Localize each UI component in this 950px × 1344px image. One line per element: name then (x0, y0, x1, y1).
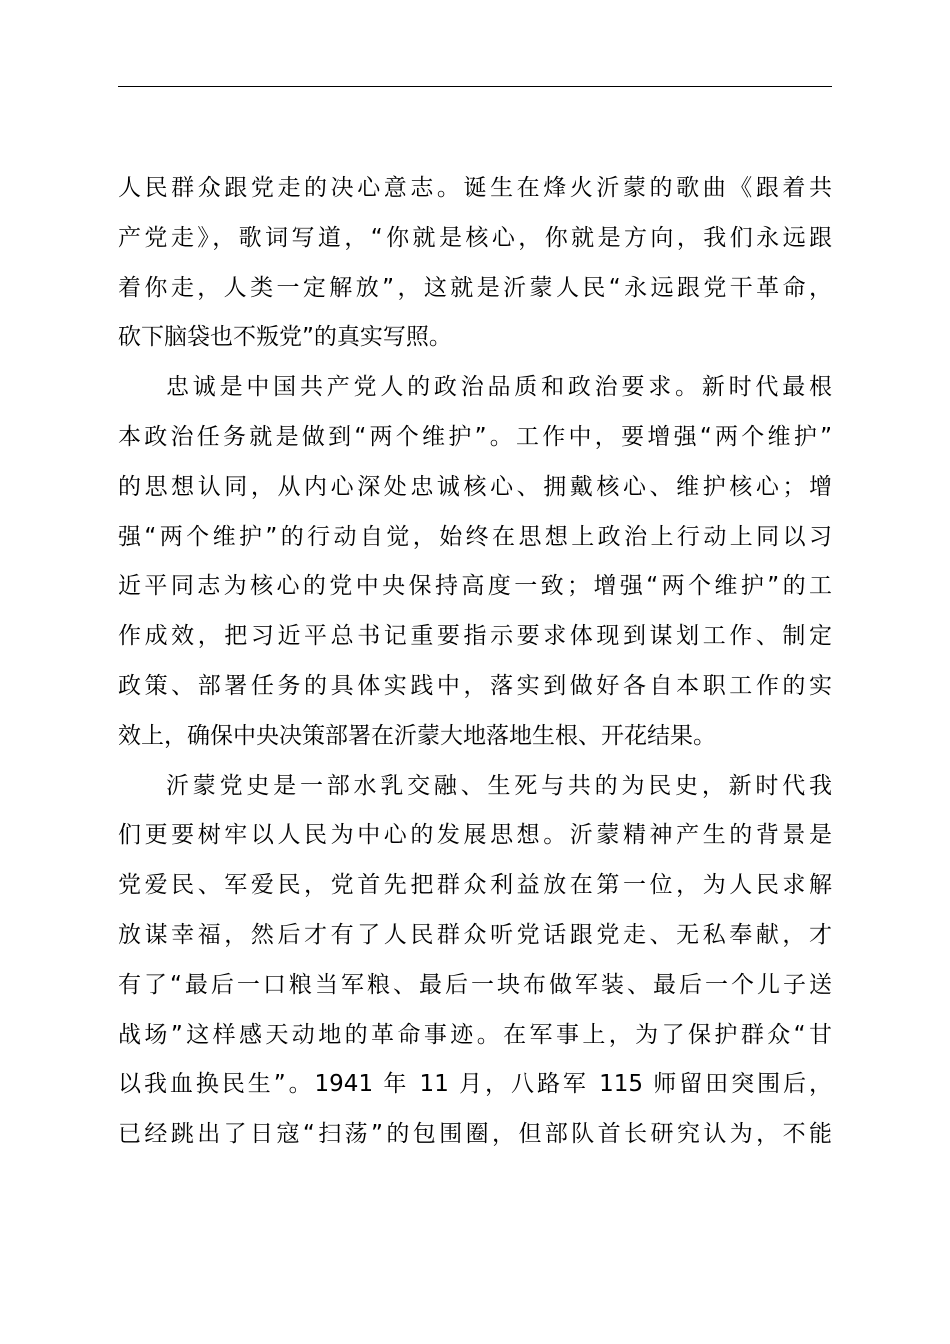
paragraph (118, 762, 832, 1160)
text-line: 作成效，把习近平总书记重要指示要求体现到谋划工作、制定 (118, 623, 832, 650)
text-line: 战场”这样感天动地的革命事迹。在军事上，为了保护群众“甘 (118, 1021, 832, 1048)
text-line: 人民群众跟党走的决心意志。诞生在烽火沂蒙的歌曲《跟着共 (118, 175, 832, 201)
paragraph (118, 363, 832, 761)
text-line: 强“两个维护”的行动自觉，始终在思想上政治上行动上同以习 (118, 523, 832, 550)
text-line: 们更要树牢以人民为中心的发展思想。沂蒙精神产生的背景是 (118, 822, 832, 849)
header-rule (118, 86, 832, 87)
text-line: 产党走》，歌词写道，“你就是核心，你就是方向，我们永远跟 (118, 224, 832, 251)
paragraph (118, 164, 832, 363)
text-line: 放谋幸福，然后才有了人民群众听党话跟党走、无私奉献，才 (118, 921, 832, 948)
text-line: 砍下脑袋也不叛党”的真实写照。 (118, 324, 452, 351)
text-line: 政策、部署任务的具体实践中，落实到做好各自本职工作的实 (118, 672, 832, 699)
text-line: 沂蒙党史是一部水乳交融、生死与共的为民史，新时代我 (166, 772, 832, 799)
text-line: 有了“最后一口粮当军粮、最后一块布做军装、最后一个儿子送 (118, 971, 832, 998)
text-line: 党爱民、军爱民，党首先把群众利益放在第一位，为人民求解 (118, 872, 832, 899)
text-line: 以我血换民生”。1941 年 11 月，八路军 115 师留田突围后， (118, 1071, 832, 1098)
text-line: 本政治任务就是做到“两个维护”。工作中，要增强“两个维护” (118, 423, 832, 450)
text-line: 的思想认同，从内心深处忠诚核心、拥戴核心、维护核心；增 (118, 473, 832, 500)
text-line: 效上，确保中央决策部署在沂蒙大地落地生根、开花结果。 (118, 722, 716, 749)
text-line: 已经跳出了日寇“扫荡”的包围圈，但部队首长研究认为，不能 (118, 1121, 832, 1148)
text-line: 近平同志为核心的党中央保持高度一致；增强“两个维护”的工 (118, 573, 832, 600)
text-line: 忠诚是中国共产党人的政治品质和政治要求。新时代最根 (166, 374, 832, 401)
body-text (118, 164, 832, 1160)
text-line: 着你走，人类一定解放”，这就是沂蒙人民“永远跟党干革命， (118, 274, 832, 301)
